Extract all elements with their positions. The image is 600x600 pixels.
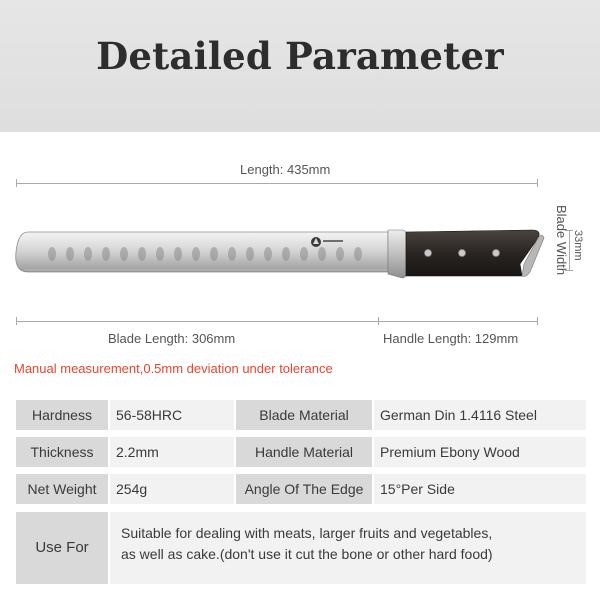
use-for-row: [16, 512, 586, 584]
use-for-line-1: Suitable for dealing with meats, larger fruits and vegetables,: [121, 525, 493, 541]
spec-label: Net Weight: [16, 474, 108, 504]
spec-label: Blade Material: [236, 400, 372, 430]
spec-label: Thickness: [16, 437, 108, 467]
handle-tick-right: [537, 317, 538, 325]
blade-width-value: 33mm: [572, 230, 584, 261]
blade-handle-dimension-line: [16, 321, 538, 322]
spec-value: 56-58HRC: [110, 400, 234, 430]
length-dimension-line: [16, 183, 538, 184]
blade-width-label: Blade Width: [554, 205, 569, 276]
handle-length-label: Handle Length: 129mm: [383, 331, 519, 346]
tolerance-note: Manual measurement,0.5mm deviation under tolerance: [14, 361, 333, 376]
page-title: Detailed Parameter: [96, 34, 504, 78]
use-for-value: [110, 512, 586, 584]
spec-row: [16, 437, 586, 467]
blade-length-label: Blade Length: 306mm: [108, 331, 236, 346]
blade-tick-left: [16, 317, 17, 325]
spec-value: Premium Ebony Wood: [374, 437, 586, 467]
use-for-label: Use For: [16, 512, 108, 584]
spec-row: [16, 400, 586, 430]
use-for-line-2: as well as cake.(don't use it cut the bone or other hard food): [121, 546, 493, 562]
spec-value: 15°Per Side: [374, 474, 586, 504]
blade-handle-tick-middle: [378, 317, 379, 325]
spec-label: Handle Material: [236, 437, 372, 467]
spec-label: Angle Of The Edge: [236, 474, 372, 504]
blade-width-line: [569, 230, 570, 270]
spec-label: Hardness: [16, 400, 108, 430]
spec-row: [16, 474, 586, 504]
length-tick-right: [537, 179, 538, 187]
spec-value: 2.2mm: [110, 437, 234, 467]
length-label: Length: 435mm: [240, 162, 331, 177]
spec-value: 254g: [110, 474, 234, 504]
header-banner: [0, 0, 600, 132]
knife-illustration: [14, 224, 546, 286]
spec-value: German Din 1.4116 Steel: [374, 400, 586, 430]
length-tick-left: [16, 179, 17, 187]
